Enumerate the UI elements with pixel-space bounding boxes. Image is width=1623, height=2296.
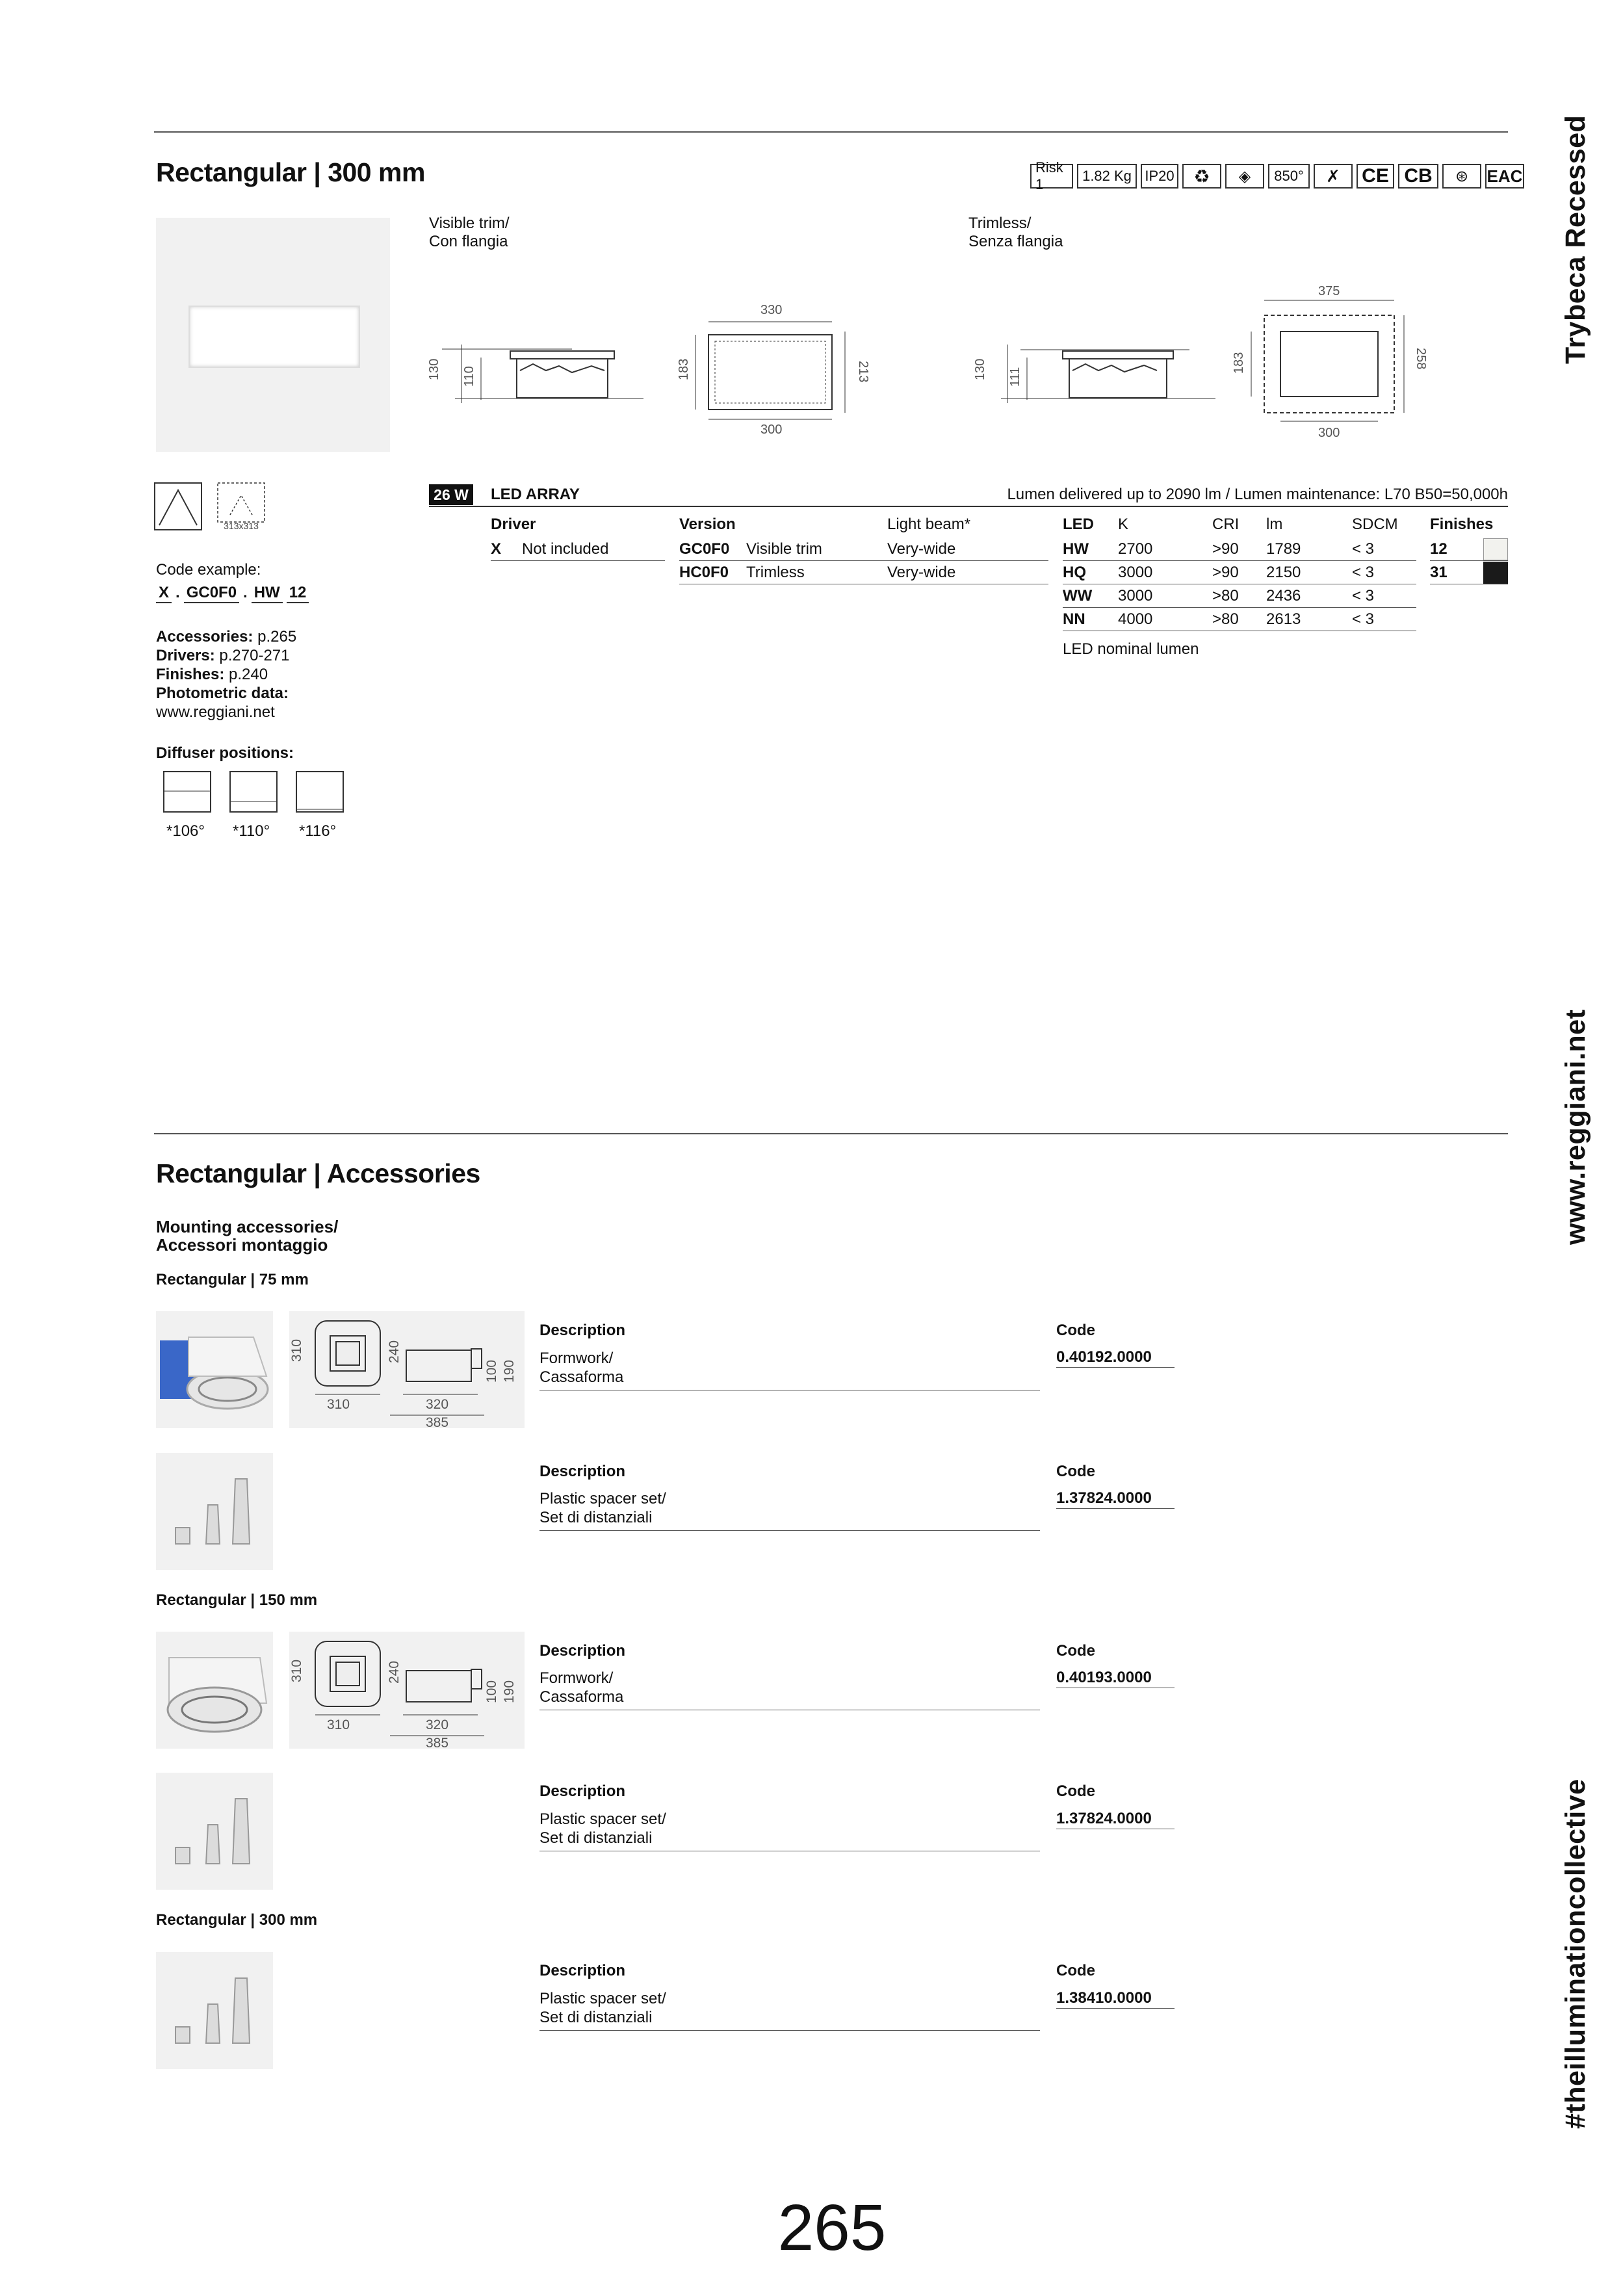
desc-header-150-1: Description — [539, 1642, 626, 1660]
k-header: K — [1118, 515, 1129, 533]
desc-75-1: Formwork/ Cassaforma — [539, 1350, 624, 1386]
led-k-4: 4000 — [1118, 610, 1153, 628]
dim-150-b: 240 — [387, 1660, 402, 1684]
finish-swatch-1 — [1483, 538, 1508, 560]
desc-header-150-2: Description — [539, 1782, 626, 1800]
page-title: Rectangular | 300 mm — [156, 157, 425, 187]
led-lm-2: 2150 — [1266, 564, 1301, 581]
version-beam-2: Very-wide — [887, 564, 956, 581]
group-label-150: Rectangular | 150 mm — [156, 1591, 318, 1609]
formwork-image-75 — [156, 1311, 273, 1428]
dim-visible-wbot: 300 — [760, 423, 783, 437]
code-header-150-2: Code — [1056, 1782, 1095, 1800]
accessories-title: Rectangular | Accessories — [156, 1158, 480, 1188]
code-part-led: HW — [252, 584, 283, 603]
accessories-rule — [154, 1133, 1508, 1134]
desc-150-1: Formwork/ Cassaforma — [539, 1669, 624, 1706]
led-cri-3: >80 — [1212, 587, 1239, 605]
led-sdcm-1: < 3 — [1352, 540, 1375, 558]
dim-75-e: 310 — [327, 1397, 350, 1412]
formwork-drawing-75 — [289, 1311, 525, 1428]
visible-trim-label: Visible trim/ Con flangia — [429, 215, 510, 250]
desc-header-75-1: Description — [539, 1322, 626, 1339]
led-note: LED nominal lumen — [1063, 640, 1199, 658]
formwork-drawing-150 — [289, 1632, 525, 1749]
led-code-3: WW — [1063, 587, 1093, 605]
cri-header: CRI — [1212, 515, 1240, 533]
version-beam-1: Very-wide — [887, 540, 956, 558]
trimless-label: Trimless/ Senza flangia — [968, 215, 1063, 250]
dim-trimless-wbot: 300 — [1318, 426, 1340, 440]
code-150-2: 1.37824.0000 — [1056, 1810, 1152, 1827]
diffuser-angle-3: *116° — [299, 822, 337, 840]
version-code-2: HC0F0 — [679, 564, 729, 581]
product-panel — [188, 306, 360, 368]
dim-visible-wtop: 330 — [760, 303, 783, 317]
dim-150-e: 310 — [327, 1717, 350, 1732]
sidebar-website[interactable]: www.reggiani.net — [1560, 1009, 1591, 1245]
led-cri-1: >90 — [1212, 540, 1239, 558]
led-code-1: HW — [1063, 540, 1089, 558]
code-example-label: Code example: — [156, 561, 261, 579]
risk-badge: Risk 1 — [1030, 164, 1073, 189]
code-75-1: 0.40192.0000 — [1056, 1348, 1152, 1366]
sidebar-hashtag: #theilluminationcollective — [1560, 1779, 1591, 2129]
dim-75-d: 190 — [502, 1359, 517, 1383]
code-300-1: 1.38410.0000 — [1056, 1989, 1152, 2007]
page-number: 265 — [777, 2191, 887, 2264]
beam-icon — [154, 482, 202, 530]
spacer-image-75 — [156, 1453, 273, 1570]
version-header: Version — [679, 515, 736, 533]
dim-150-a: 310 — [289, 1659, 304, 1682]
ref-photometric: Photometric data: — [156, 685, 289, 702]
dim-75-c: 100 — [484, 1359, 499, 1383]
led-k-1: 2700 — [1118, 540, 1153, 558]
desc-150-2: Plastic spacer set/ Set di distanziali — [539, 1810, 666, 1847]
dim-visible-h2: 110 — [462, 366, 476, 387]
led-sdcm-3: < 3 — [1352, 587, 1375, 605]
beam-header: Light beam* — [887, 515, 971, 533]
spacer-image-150 — [156, 1773, 273, 1890]
led-sdcm-2: < 3 — [1352, 564, 1375, 581]
led-lm-3: 2436 — [1266, 587, 1301, 605]
dim-visible-h3: 183 — [677, 358, 691, 380]
led-k-3: 3000 — [1118, 587, 1153, 605]
dim-trimless-h3: 183 — [1232, 352, 1246, 374]
diffuser-icons — [156, 770, 351, 822]
certification-strip — [1030, 159, 1524, 192]
diffuser-angle-2: *110° — [233, 822, 270, 840]
led-cri-2: >90 — [1212, 564, 1239, 581]
code-part-driver: X — [156, 584, 172, 603]
accessories-subtitle: Mounting accessories/ Accessori montaggio — [156, 1217, 339, 1255]
trimless-drawing — [962, 286, 1430, 445]
led-lm-4: 2613 — [1266, 610, 1301, 628]
version-name-2: Trimless — [746, 564, 805, 581]
driver-header: Driver — [491, 515, 536, 533]
dim-150-f: 320 — [426, 1717, 449, 1732]
code-part-version: GC0F0 — [184, 584, 239, 603]
version-code-1: GC0F0 — [679, 540, 730, 558]
code-header-150-1: Code — [1056, 1642, 1095, 1660]
desc-header-75-2: Description — [539, 1463, 626, 1480]
ip-badge: IP20 — [1141, 164, 1178, 189]
led-header: LED — [1063, 515, 1094, 533]
dim-150-c: 100 — [484, 1680, 499, 1703]
group-label-300: Rectangular | 300 mm — [156, 1911, 318, 1929]
dim-75-a: 310 — [289, 1338, 304, 1362]
visible-trim-drawing — [422, 296, 870, 445]
dim-trimless-h1: 130 — [973, 358, 987, 380]
lumen-note: Lumen delivered up to 2090 lm / Lumen maintenance: L70 B50=50,000h — [1007, 486, 1508, 503]
code-header-75-2: Code — [1056, 1463, 1095, 1480]
code-150-1: 0.40193.0000 — [1056, 1669, 1152, 1686]
recycle-icon: ♻ — [1182, 164, 1221, 189]
group-label-75: Rectangular | 75 mm — [156, 1271, 309, 1288]
version-name-1: Visible trim — [746, 540, 822, 558]
dim-trimless-h4: 258 — [1414, 348, 1428, 370]
diffuser-positions — [156, 770, 351, 842]
dim-75-g: 385 — [426, 1415, 449, 1430]
finish-swatch-2 — [1483, 562, 1508, 584]
code-example: X . GC0F0 . HW 12 — [156, 584, 309, 603]
led-sdcm-4: < 3 — [1352, 610, 1375, 628]
driver-code: X — [491, 540, 502, 558]
plug-icon: ⊛ — [1442, 164, 1481, 189]
ref-website[interactable]: www.reggiani.net — [156, 703, 275, 721]
desc-header-300-1: Description — [539, 1962, 626, 1979]
dim-visible-h4: 213 — [856, 361, 870, 383]
spacer-image-300 — [156, 1952, 273, 2069]
code-part-finish: 12 — [287, 584, 309, 603]
beam-area-icon — [217, 482, 265, 530]
dim-visible-h1: 130 — [427, 358, 441, 380]
ref-accessories: Accessories: p.265 — [156, 628, 297, 646]
code-header-300-1: Code — [1056, 1962, 1095, 1979]
dim-trimless-h2: 111 — [1008, 367, 1022, 387]
led-lm-1: 1789 — [1266, 540, 1301, 558]
product-image — [156, 218, 390, 452]
code-75-2: 1.37824.0000 — [1056, 1489, 1152, 1507]
references — [156, 627, 296, 722]
no-bin-icon: ✗ — [1314, 164, 1353, 189]
lm-header: lm — [1266, 515, 1283, 533]
dim-150-d: 190 — [502, 1680, 517, 1703]
led-cri-4: >80 — [1212, 610, 1239, 628]
driver-name: Not included — [522, 540, 609, 558]
weight-badge: 1.82 Kg — [1077, 164, 1137, 189]
color-temp-badge: 850° — [1268, 164, 1310, 189]
ref-drivers: Drivers: p.270-271 — [156, 647, 290, 664]
diffuser-label: Diffuser positions: — [156, 744, 294, 762]
led-array-label: LED ARRAY — [491, 486, 580, 503]
cb-mark: CB — [1398, 164, 1438, 189]
led-code-2: HQ — [1063, 564, 1086, 581]
desc-75-2: Plastic spacer set/ Set di distanziali — [539, 1490, 666, 1526]
led-k-2: 3000 — [1118, 564, 1153, 581]
beam-box-label: 313x313 — [224, 521, 259, 531]
finishes-header: Finishes — [1430, 515, 1494, 533]
ce-mark: CE — [1357, 164, 1394, 189]
code-header-75-1: Code — [1056, 1322, 1095, 1339]
led-code-4: NN — [1063, 610, 1085, 628]
finish-code-1: 12 — [1430, 540, 1448, 558]
formwork-image-150 — [156, 1632, 273, 1749]
dim-trimless-wtop: 375 — [1318, 284, 1340, 298]
sdcm-header: SDCM — [1352, 515, 1398, 533]
ref-finishes: Finishes: p.240 — [156, 666, 268, 683]
top-rule — [154, 131, 1508, 133]
dim-150-g: 385 — [426, 1736, 449, 1751]
sidebar-product-name: Trybeca Recessed — [1560, 114, 1591, 364]
eac-mark: EAC — [1485, 164, 1524, 189]
driver-icon: ◈ — [1225, 164, 1264, 189]
desc-300-1: Plastic spacer set/ Set di distanziali — [539, 1990, 666, 2026]
dim-75-f: 320 — [426, 1397, 449, 1412]
dim-75-b: 240 — [387, 1340, 402, 1363]
watt-badge: 26 W — [429, 484, 473, 505]
diffuser-angle-1: *106° — [166, 822, 205, 840]
finish-code-2: 31 — [1430, 564, 1448, 581]
